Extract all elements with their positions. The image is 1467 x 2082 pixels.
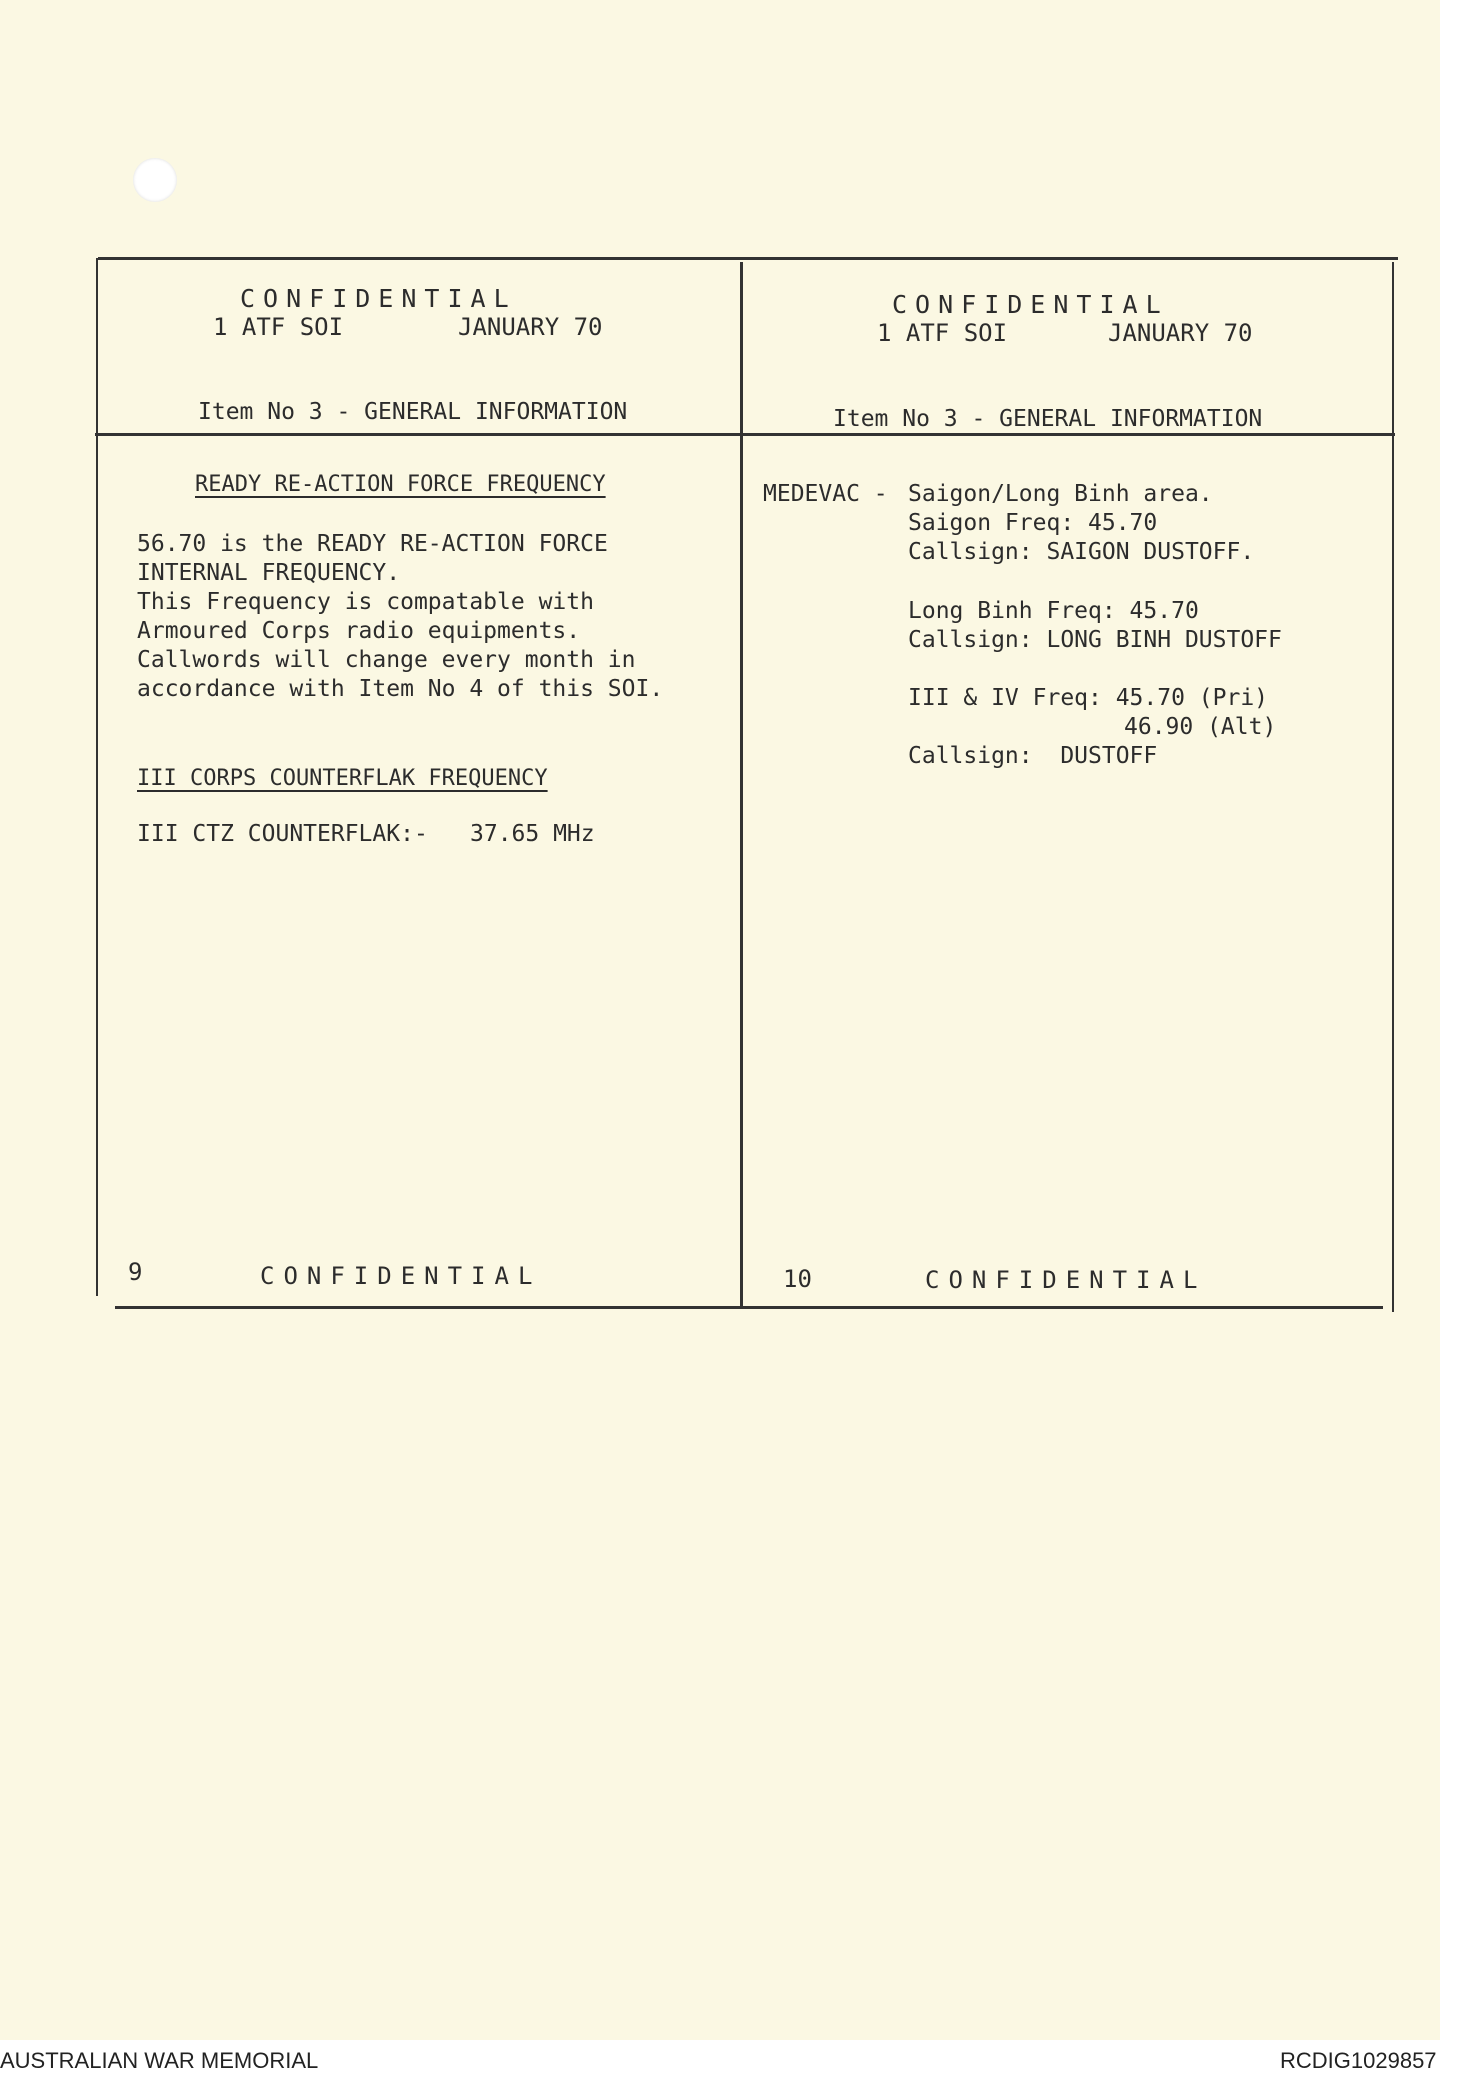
right-saigon-callsign: Callsign: SAIGON DUSTOFF. <box>908 539 1255 565</box>
right-header-confidential: CONFIDENTIAL <box>892 290 1169 319</box>
left-section1-line-1: 56.70 is the READY RE-ACTION FORCE <box>137 531 608 557</box>
frame-right-border <box>1392 262 1394 1312</box>
left-section1-line-6: accordance with Item No 4 of this SOI. <box>137 676 664 702</box>
right-saigon-freq: Saigon Freq: 45.70 <box>908 510 1158 536</box>
right-item-title: Item No 3 - GENERAL INFORMATION <box>833 406 1263 432</box>
left-header-date: JANUARY 70 <box>458 313 603 341</box>
archive-reference: RCDIG1029857 <box>1280 2048 1437 2073</box>
left-section1-line-2: INTERNAL FREQUENCY. <box>137 560 401 586</box>
archive-institution: AUSTRALIAN WAR MEMORIAL <box>0 2048 319 2073</box>
right-iii-iv-callsign: Callsign: DUSTOFF <box>908 743 1158 769</box>
left-footer-confidential: CONFIDENTIAL <box>260 1262 542 1290</box>
right-header-unit: 1 ATF SOI <box>877 319 1008 347</box>
punch-hole <box>133 158 177 202</box>
left-header-confidential: CONFIDENTIAL <box>240 284 517 313</box>
frame-center-divider <box>740 262 743 1308</box>
left-page-number: 9 <box>128 1258 143 1286</box>
left-section2-label: III CTZ COUNTERFLAK:- <box>137 821 428 847</box>
frame-left-border <box>96 258 98 1296</box>
right-iii-iv-freq: III & IV Freq: 45.70 (Pri) <box>908 685 1269 711</box>
right-header-date: JANUARY 70 <box>1108 319 1253 347</box>
right-longbinh-callsign: Callsign: LONG BINH DUSTOFF <box>908 627 1282 653</box>
left-section1-line-4: Armoured Corps radio equipments. <box>137 618 581 644</box>
frame-header-divider <box>95 433 1395 436</box>
right-iii-iv-alt: 46.90 (Alt) <box>1124 714 1277 740</box>
right-medevac-area: Saigon/Long Binh area. <box>908 481 1213 507</box>
left-header-unit: 1 ATF SOI <box>213 313 344 341</box>
left-section2-heading: III CORPS COUNTERFLAK FREQUENCY <box>137 766 548 791</box>
frame-top-border <box>98 257 1398 260</box>
right-page-number: 10 <box>783 1265 812 1293</box>
right-medevac-label: MEDEVAC - <box>763 481 888 507</box>
right-footer-confidential: CONFIDENTIAL <box>925 1266 1207 1294</box>
left-section1-line-3: This Frequency is compatable with <box>137 589 594 615</box>
frame-bottom-border <box>115 1306 1383 1309</box>
left-section2-value: 37.65 MHz <box>470 821 595 847</box>
left-section1-heading: READY RE-ACTION FORCE FREQUENCY <box>195 472 606 497</box>
left-section1-line-5: Callwords will change every month in <box>137 647 636 673</box>
right-longbinh-freq: Long Binh Freq: 45.70 <box>908 598 1199 624</box>
left-item-title: Item No 3 - GENERAL INFORMATION <box>198 399 628 425</box>
